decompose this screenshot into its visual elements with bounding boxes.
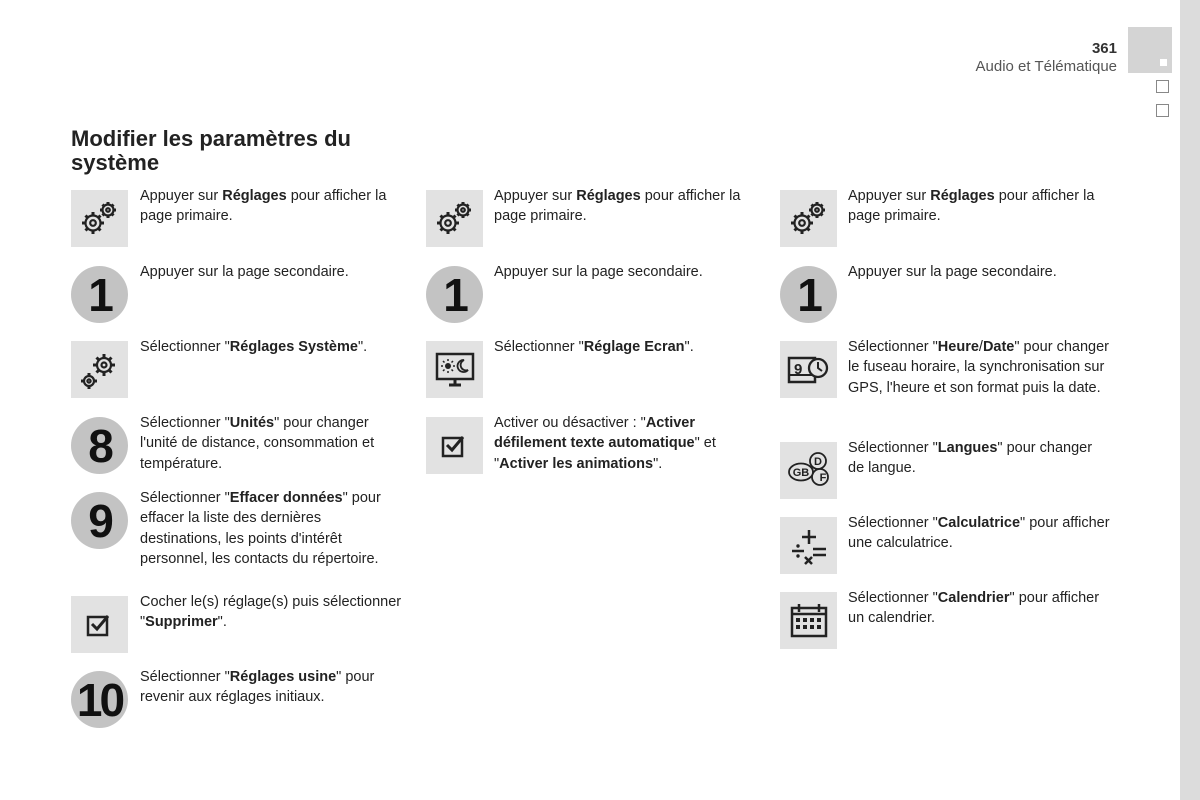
edge-bar (1180, 0, 1200, 800)
step-text: Sélectionner "Calculatrice" pour afficher une calculatrice. (848, 515, 1110, 552)
step-badge: 8 (71, 417, 128, 474)
step-text: Sélectionner "Réglages usine" pour revenir aux réglages initiaux. (140, 669, 375, 706)
svg-text:GB: GB (792, 466, 809, 479)
step-text: Sélectionner "Calendrier" pour afficher un calendrier. (848, 590, 1100, 627)
step-icon (780, 517, 837, 574)
clock-date-icon (786, 352, 832, 388)
settings-gear-icon (78, 199, 122, 239)
chapter-tab-box (1156, 104, 1169, 117)
step-icon (71, 341, 128, 398)
settings-gear-icon (787, 199, 831, 239)
step-icon (426, 417, 483, 474)
step-text: Appuyer sur Réglages pour afficher la page primaire. (494, 188, 741, 225)
step-icon (780, 592, 837, 649)
step-icon (426, 341, 483, 398)
step-icon (780, 190, 837, 247)
page-title: Modifier les paramètres du système (71, 126, 351, 175)
step-text: Appuyer sur la page secondaire. (494, 264, 703, 280)
checkbox-icon (441, 433, 469, 459)
step-text: Appuyer sur la page secondaire. (140, 264, 349, 280)
step-text: Appuyer sur Réglages pour afficher la page primaire. (140, 188, 387, 225)
step-icon (71, 596, 128, 653)
step-text: Appuyer sur Réglages pour afficher la page primaire. (848, 188, 1095, 225)
step-text: Sélectionner "Unités" pour changer l'unité de distance, consommation et température. (140, 415, 375, 472)
settings-gear-icon (433, 199, 477, 239)
calendar-icon (786, 600, 832, 642)
languages-icon (784, 448, 834, 494)
step-badge: 9 (71, 492, 128, 549)
section-title: Audio et Télématique (975, 58, 1117, 75)
step-text: Sélectionner "Heure/Date" pour changer le fuseau horaire, la synchronisation sur GPS, l'heure et son format puis la date. (848, 339, 1110, 396)
step-badge: 1 (71, 266, 128, 323)
step-text: Appuyer sur la page secondaire. (848, 264, 1057, 280)
svg-text:D: D (813, 455, 822, 468)
svg-text:9: 9 (793, 360, 802, 378)
calculator-icon (786, 525, 832, 567)
step-badge: 1 (780, 266, 837, 323)
step-icon (71, 190, 128, 247)
page-number: 361 (1091, 40, 1117, 57)
step-text: Sélectionner "Réglage Ecran". (494, 339, 694, 355)
chapter-tab (1128, 27, 1172, 73)
step-text: Sélectionner "Effacer données" pour effacer la liste des dernières destinations, les points d'intérêt personnel, les contacts du répertoire. (140, 490, 381, 567)
step-icon (426, 190, 483, 247)
svg-text:F: F (819, 471, 826, 484)
step-text: Sélectionner "Langues" pour changer de langue. (848, 440, 1093, 477)
step-badge: 10 (71, 671, 128, 728)
screen-brightness-icon (433, 350, 477, 390)
checkbox-icon (86, 612, 114, 638)
step-icon (780, 341, 837, 398)
step-text: Cocher le(s) réglage(s) puis sélectionner "Supprimer". (140, 594, 402, 631)
step-badge: 1 (426, 266, 483, 323)
chapter-tab-box (1156, 80, 1169, 93)
step-icon (780, 442, 837, 499)
step-text: Activer ou désactiver : "Activer défilement texte automatique" et "Activer les animations". (494, 415, 716, 472)
step-text: Sélectionner "Réglages Système". (140, 339, 368, 355)
system-settings-icon (78, 348, 122, 392)
